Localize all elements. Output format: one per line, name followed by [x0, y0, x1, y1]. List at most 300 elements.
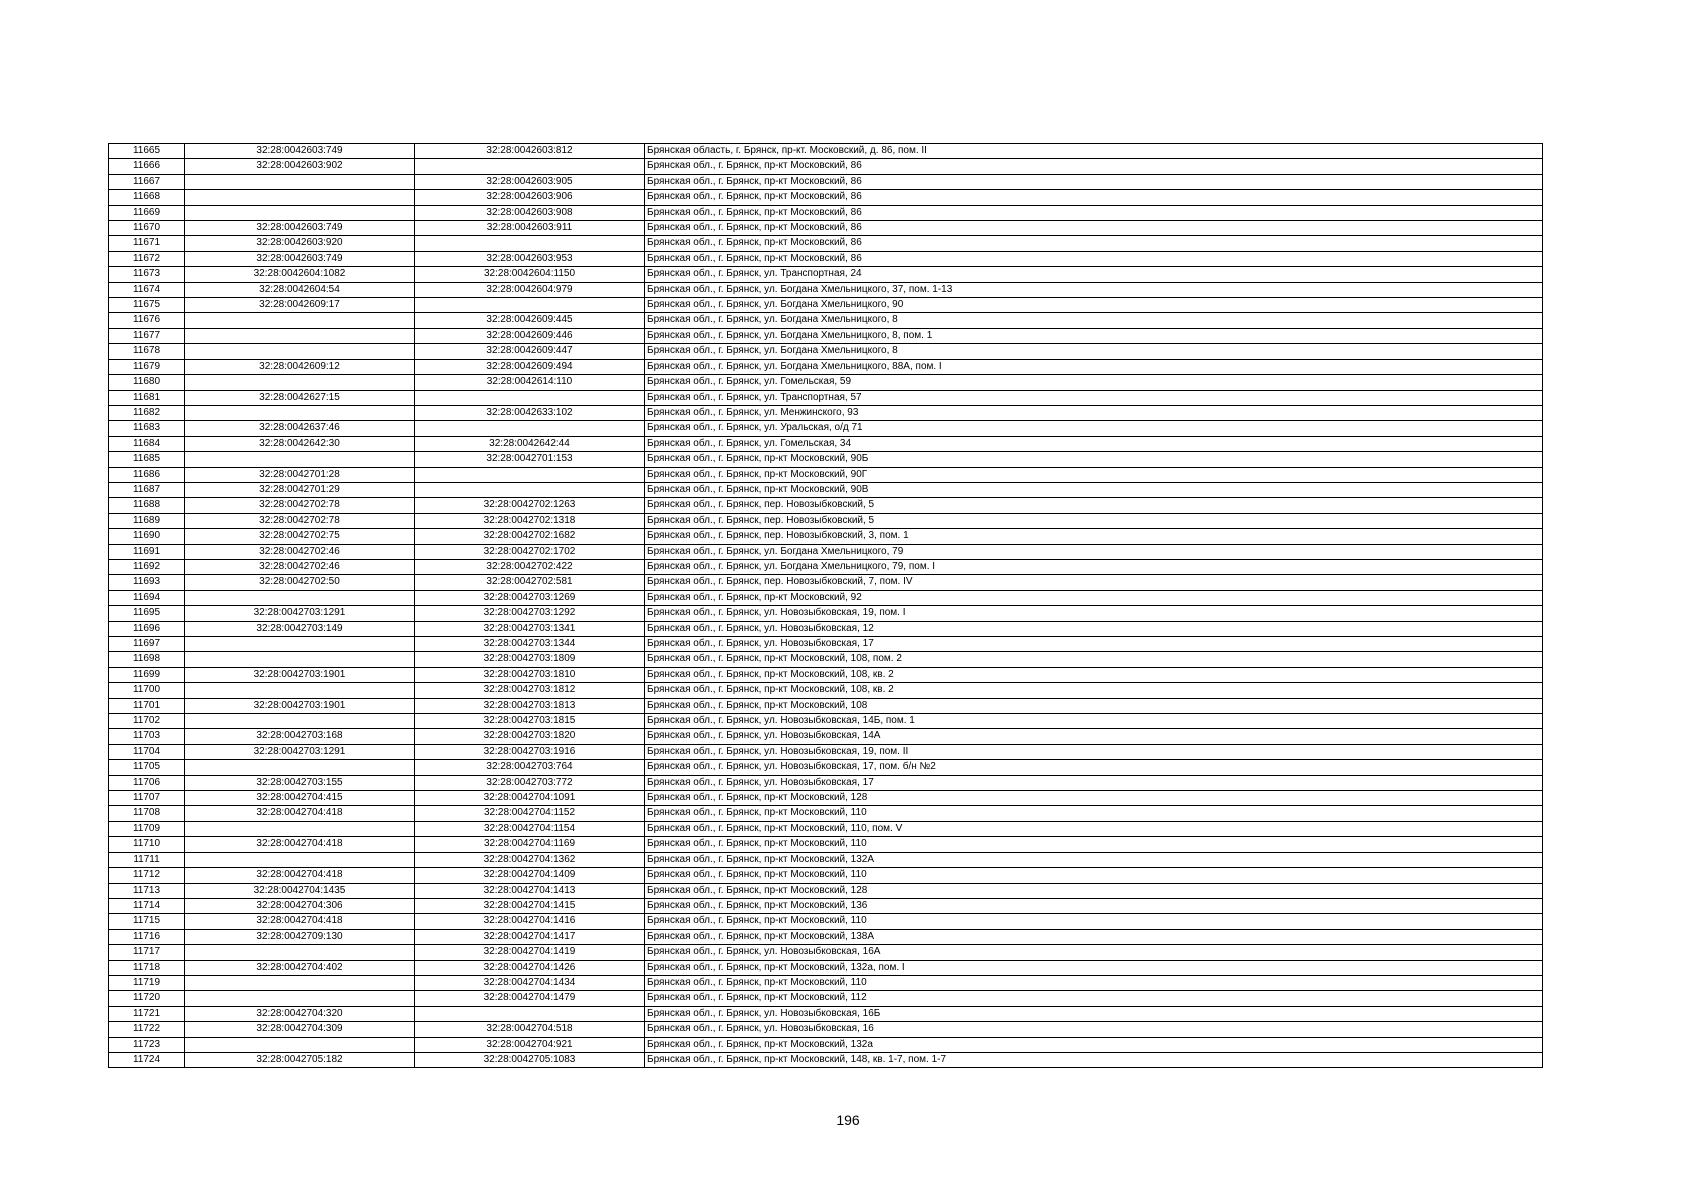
table-row: [109, 698, 1543, 713]
parent-cadastral-cell: [185, 852, 415, 867]
row-number-cell: 11693: [109, 575, 185, 590]
cadastral-number-cell: 32:28:0042703:1292: [415, 606, 645, 621]
address-cell: Брянская обл., г. Брянск, ул. Новозыбковская, 17: [645, 637, 1543, 652]
table-row: [109, 791, 1543, 806]
cadastral-number-cell: [415, 482, 645, 497]
table-row: [109, 236, 1543, 251]
row-number-cell: 11719: [109, 975, 185, 990]
parent-cadastral-cell: [185, 313, 415, 328]
address-cell: Брянская обл., г. Брянск, пр-кт Московский, 110: [645, 975, 1543, 990]
register-sheet: [108, 143, 1542, 1068]
cadastral-number-cell: 32:28:0042603:908: [415, 205, 645, 220]
parent-cadastral-cell: 32:28:0042702:78: [185, 498, 415, 513]
parent-cadastral-cell: 32:28:0042702:75: [185, 529, 415, 544]
parent-cadastral-cell: 32:28:0042701:28: [185, 467, 415, 482]
cadastral-number-cell: 32:28:0042609:494: [415, 359, 645, 374]
cadastral-number-cell: 32:28:0042703:1916: [415, 744, 645, 759]
table-row: [109, 251, 1543, 266]
row-number-cell: 11709: [109, 821, 185, 836]
row-number-cell: 11674: [109, 282, 185, 297]
cadastral-number-cell: 32:28:0042609:447: [415, 344, 645, 359]
address-cell: Брянская обл., г. Брянск, пр-кт Московский, 108, пом. 2: [645, 652, 1543, 667]
table-row: [109, 883, 1543, 898]
table-row: [109, 436, 1543, 451]
address-cell: Брянская обл., г. Брянск, пр-кт Московский, 90В: [645, 482, 1543, 497]
table-row: [109, 868, 1543, 883]
table-row: [109, 1006, 1543, 1021]
table-row: [109, 375, 1543, 390]
row-number-cell: 11671: [109, 236, 185, 251]
parent-cadastral-cell: 32:28:0042703:155: [185, 775, 415, 790]
parent-cadastral-cell: [185, 714, 415, 729]
table-row: [109, 482, 1543, 497]
cadastral-number-cell: 32:28:0042703:1820: [415, 729, 645, 744]
address-cell: Брянская обл., г. Брянск, пр-кт Московский, 90Г: [645, 467, 1543, 482]
row-number-cell: 11707: [109, 791, 185, 806]
cadastral-number-cell: 32:28:0042704:1169: [415, 837, 645, 852]
cadastral-number-cell: 32:28:0042604:1150: [415, 267, 645, 282]
row-number-cell: 11677: [109, 328, 185, 343]
table-row: [109, 852, 1543, 867]
address-cell: Брянская обл., г. Брянск, ул. Новозыбковская, 16А: [645, 945, 1543, 960]
cadastral-number-cell: 32:28:0042703:1812: [415, 683, 645, 698]
row-number-cell: 11688: [109, 498, 185, 513]
parent-cadastral-cell: [185, 637, 415, 652]
row-number-cell: 11680: [109, 375, 185, 390]
row-number-cell: 11703: [109, 729, 185, 744]
table-row: [109, 452, 1543, 467]
address-cell: Брянская обл., г. Брянск, ул. Богдана Хмельницкого, 8, пом. 1: [645, 328, 1543, 343]
row-number-cell: 11681: [109, 390, 185, 405]
parent-cadastral-cell: 32:28:0042704:320: [185, 1006, 415, 1021]
address-cell: Брянская обл., г. Брянск, пр-кт Московский, 110: [645, 914, 1543, 929]
parent-cadastral-cell: 32:28:0042704:418: [185, 806, 415, 821]
row-number-cell: 11678: [109, 344, 185, 359]
table-row: [109, 914, 1543, 929]
cadastral-number-cell: 32:28:0042614:110: [415, 375, 645, 390]
address-cell: Брянская обл., г. Брянск, пр-кт Московский, 138А: [645, 929, 1543, 944]
table-row: [109, 714, 1543, 729]
table-row: [109, 975, 1543, 990]
table-row: [109, 652, 1543, 667]
address-cell: Брянская обл., г. Брянск, пр-кт Московский, 132а: [645, 1037, 1543, 1052]
table-row: [109, 929, 1543, 944]
cadastral-number-cell: 32:28:0042603:905: [415, 174, 645, 189]
parent-cadastral-cell: [185, 975, 415, 990]
row-number-cell: 11720: [109, 991, 185, 1006]
parent-cadastral-cell: [185, 375, 415, 390]
row-number-cell: 11679: [109, 359, 185, 374]
address-cell: Брянская обл., г. Брянск, ул. Новозыбковская, 17: [645, 775, 1543, 790]
parent-cadastral-cell: [185, 760, 415, 775]
table-row: [109, 960, 1543, 975]
row-number-cell: 11701: [109, 698, 185, 713]
table-row: [109, 806, 1543, 821]
parent-cadastral-cell: 32:28:0042702:46: [185, 544, 415, 559]
address-cell: Брянская обл., г. Брянск, ул. Транспортная, 57: [645, 390, 1543, 405]
row-number-cell: 11669: [109, 205, 185, 220]
cadastral-number-cell: 32:28:0042704:1416: [415, 914, 645, 929]
address-cell: Брянская обл., г. Брянск, пр-кт Московский, 108, кв. 2: [645, 683, 1543, 698]
row-number-cell: 11694: [109, 590, 185, 605]
cadastral-number-cell: 32:28:0042704:921: [415, 1037, 645, 1052]
row-number-cell: 11723: [109, 1037, 185, 1052]
cadastral-number-cell: 32:28:0042704:1413: [415, 883, 645, 898]
row-number-cell: 11684: [109, 436, 185, 451]
row-number-cell: 11708: [109, 806, 185, 821]
cadastral-number-cell: 32:28:0042702:422: [415, 559, 645, 574]
row-number-cell: 11695: [109, 606, 185, 621]
address-cell: Брянская обл., г. Брянск, ул. Новозыбковская, 16Б: [645, 1006, 1543, 1021]
address-cell: Брянская обл., г. Брянск, пер. Новозыбковский, 7, пом. IV: [645, 575, 1543, 590]
address-cell: Брянская обл., г. Брянск, пр-кт Московский, 128: [645, 883, 1543, 898]
parent-cadastral-cell: [185, 590, 415, 605]
parent-cadastral-cell: [185, 174, 415, 189]
address-cell: Брянская обл., г. Брянск, пр-кт Московский, 86: [645, 236, 1543, 251]
cadastral-number-cell: 32:28:0042702:1682: [415, 529, 645, 544]
address-cell: Брянская обл., г. Брянск, пр-кт Московский, 86: [645, 221, 1543, 236]
parent-cadastral-cell: 32:28:0042702:50: [185, 575, 415, 590]
cadastral-number-cell: 32:28:0042703:1810: [415, 667, 645, 682]
address-cell: Брянская обл., г. Брянск, ул. Новозыбковская, 19, пом. I: [645, 606, 1543, 621]
cadastral-number-cell: 32:28:0042703:1813: [415, 698, 645, 713]
address-cell: Брянская обл., г. Брянск, ул. Богдана Хмельницкого, 90: [645, 298, 1543, 313]
table-row: [109, 190, 1543, 205]
parent-cadastral-cell: 32:28:0042705:182: [185, 1052, 415, 1067]
row-number-cell: 11686: [109, 467, 185, 482]
row-number-cell: 11721: [109, 1006, 185, 1021]
address-cell: Брянская обл., г. Брянск, ул. Транспортная, 24: [645, 267, 1543, 282]
cadastral-number-cell: 32:28:0042703:1344: [415, 637, 645, 652]
parent-cadastral-cell: 32:28:0042703:1901: [185, 667, 415, 682]
cadastral-number-cell: 32:28:0042702:581: [415, 575, 645, 590]
row-number-cell: 11724: [109, 1052, 185, 1067]
cadastral-number-cell: 32:28:0042604:979: [415, 282, 645, 297]
register-body: [109, 144, 1543, 1068]
parent-cadastral-cell: 32:28:0042702:46: [185, 559, 415, 574]
parent-cadastral-cell: [185, 652, 415, 667]
parent-cadastral-cell: [185, 683, 415, 698]
address-cell: Брянская обл., г. Брянск, пр-кт Московский, 86: [645, 190, 1543, 205]
cadastral-number-cell: [415, 1006, 645, 1021]
table-row: [109, 174, 1543, 189]
table-row: [109, 421, 1543, 436]
parent-cadastral-cell: [185, 405, 415, 420]
table-row: [109, 637, 1543, 652]
cadastral-number-cell: 32:28:0042702:1702: [415, 544, 645, 559]
parent-cadastral-cell: 32:28:0042709:130: [185, 929, 415, 944]
address-cell: Брянская обл., г. Брянск, пр-кт Московский, 132А: [645, 852, 1543, 867]
table-row: [109, 575, 1543, 590]
table-row: [109, 1052, 1543, 1067]
address-cell: Брянская обл., г. Брянск, пер. Новозыбковский, 5: [645, 498, 1543, 513]
table-row: [109, 405, 1543, 420]
address-cell: Брянская обл., г. Брянск, пр-кт Московский, 110: [645, 868, 1543, 883]
cadastral-number-cell: [415, 236, 645, 251]
address-cell: Брянская обл., г. Брянск, пр-кт Московский, 108: [645, 698, 1543, 713]
parent-cadastral-cell: 32:28:0042604:54: [185, 282, 415, 297]
row-number-cell: 11690: [109, 529, 185, 544]
parent-cadastral-cell: 32:28:0042604:1082: [185, 267, 415, 282]
address-cell: Брянская обл., г. Брянск, ул. Новозыбковская, 12: [645, 621, 1543, 636]
table-row: [109, 390, 1543, 405]
table-row: [109, 945, 1543, 960]
cadastral-number-cell: 32:28:0042704:518: [415, 1022, 645, 1037]
address-cell: Брянская обл., г. Брянск, ул. Богдана Хмельницкого, 37, пом. 1-13: [645, 282, 1543, 297]
cadastral-number-cell: 32:28:0042703:1815: [415, 714, 645, 729]
parent-cadastral-cell: 32:28:0042637:46: [185, 421, 415, 436]
parent-cadastral-cell: 32:28:0042704:418: [185, 914, 415, 929]
row-number-cell: 11700: [109, 683, 185, 698]
address-cell: Брянская обл., г. Брянск, пер. Новозыбковский, 3, пом. 1: [645, 529, 1543, 544]
table-row: [109, 760, 1543, 775]
cadastral-number-cell: [415, 298, 645, 313]
parent-cadastral-cell: [185, 328, 415, 343]
row-number-cell: 11672: [109, 251, 185, 266]
parent-cadastral-cell: 32:28:0042603:920: [185, 236, 415, 251]
table-row: [109, 621, 1543, 636]
cadastral-number-cell: 32:28:0042603:911: [415, 221, 645, 236]
cadastral-number-cell: 32:28:0042704:1362: [415, 852, 645, 867]
address-cell: Брянская обл., г. Брянск, пер. Новозыбковский, 5: [645, 513, 1543, 528]
row-number-cell: 11717: [109, 945, 185, 960]
cadastral-number-cell: [415, 159, 645, 174]
table-row: [109, 744, 1543, 759]
table-row: [109, 991, 1543, 1006]
parent-cadastral-cell: [185, 344, 415, 359]
row-number-cell: 11710: [109, 837, 185, 852]
cadastral-number-cell: 32:28:0042703:1269: [415, 590, 645, 605]
row-number-cell: 11697: [109, 637, 185, 652]
parent-cadastral-cell: 32:28:0042704:418: [185, 868, 415, 883]
table-row: [109, 606, 1543, 621]
table-row: [109, 267, 1543, 282]
address-cell: Брянская обл., г. Брянск, ул. Гомельская, 59: [645, 375, 1543, 390]
row-number-cell: 11676: [109, 313, 185, 328]
parent-cadastral-cell: 32:28:0042704:418: [185, 837, 415, 852]
address-cell: Брянская обл., г. Брянск, пр-кт Московский, 148, кв. 1-7, пом. 1-7: [645, 1052, 1543, 1067]
row-number-cell: 11683: [109, 421, 185, 436]
address-cell: Брянская обл., г. Брянск, пр-кт Московский, 92: [645, 590, 1543, 605]
row-number-cell: 11689: [109, 513, 185, 528]
parent-cadastral-cell: 32:28:0042704:309: [185, 1022, 415, 1037]
row-number-cell: 11665: [109, 144, 185, 159]
parent-cadastral-cell: 32:28:0042704:306: [185, 898, 415, 913]
row-number-cell: 11675: [109, 298, 185, 313]
table-row: [109, 898, 1543, 913]
cadastral-number-cell: [415, 421, 645, 436]
parent-cadastral-cell: 32:28:0042704:415: [185, 791, 415, 806]
cadastral-number-cell: 32:28:0042705:1083: [415, 1052, 645, 1067]
address-cell: Брянская обл., г. Брянск, ул. Новозыбковская, 14Б, пом. 1: [645, 714, 1543, 729]
parent-cadastral-cell: 32:28:0042703:1901: [185, 698, 415, 713]
table-row: [109, 328, 1543, 343]
cadastral-number-cell: 32:28:0042704:1434: [415, 975, 645, 990]
address-cell: Брянская обл., г. Брянск, ул. Гомельская, 34: [645, 436, 1543, 451]
table-row: [109, 529, 1543, 544]
parent-cadastral-cell: 32:28:0042603:749: [185, 221, 415, 236]
row-number-cell: 11699: [109, 667, 185, 682]
row-number-cell: 11692: [109, 559, 185, 574]
row-number-cell: 11682: [109, 405, 185, 420]
address-cell: Брянская обл., г. Брянск, пр-кт Московский, 86: [645, 205, 1543, 220]
parent-cadastral-cell: [185, 1037, 415, 1052]
cadastral-number-cell: 32:28:0042704:1152: [415, 806, 645, 821]
parent-cadastral-cell: 32:28:0042704:402: [185, 960, 415, 975]
row-number-cell: 11706: [109, 775, 185, 790]
row-number-cell: 11711: [109, 852, 185, 867]
address-cell: Брянская обл., г. Брянск, пр-кт Московский, 86: [645, 251, 1543, 266]
cadastral-number-cell: 32:28:0042703:772: [415, 775, 645, 790]
cadastral-number-cell: 32:28:0042603:906: [415, 190, 645, 205]
table-row: [109, 205, 1543, 220]
row-number-cell: 11673: [109, 267, 185, 282]
cadastral-number-cell: 32:28:0042704:1091: [415, 791, 645, 806]
parent-cadastral-cell: 32:28:0042603:749: [185, 251, 415, 266]
cadastral-number-cell: 32:28:0042703:764: [415, 760, 645, 775]
table-row: [109, 498, 1543, 513]
parent-cadastral-cell: [185, 452, 415, 467]
cadastral-number-cell: 32:28:0042701:153: [415, 452, 645, 467]
address-cell: Брянская обл., г. Брянск, ул. Богдана Хмельницкого, 8: [645, 313, 1543, 328]
table-row: [109, 559, 1543, 574]
parent-cadastral-cell: 32:28:0042703:1291: [185, 744, 415, 759]
parent-cadastral-cell: 32:28:0042703:1291: [185, 606, 415, 621]
address-cell: Брянская обл., г. Брянск, ул. Новозыбковская, 19, пом. II: [645, 744, 1543, 759]
address-cell: Брянская обл., г. Брянск, ул. Богдана Хмельницкого, 79: [645, 544, 1543, 559]
address-cell: Брянская обл., г. Брянск, пр-кт Московский, 110: [645, 837, 1543, 852]
address-cell: Брянская обл., г. Брянск, ул. Уральская, о/д 71: [645, 421, 1543, 436]
cadastral-number-cell: 32:28:0042703:1809: [415, 652, 645, 667]
address-cell: Брянская обл., г. Брянск, ул. Новозыбковская, 16: [645, 1022, 1543, 1037]
table-row: [109, 590, 1543, 605]
table-row: [109, 159, 1543, 174]
parent-cadastral-cell: [185, 821, 415, 836]
row-number-cell: 11716: [109, 929, 185, 944]
table-row: [109, 298, 1543, 313]
parent-cadastral-cell: 32:28:0042702:78: [185, 513, 415, 528]
row-number-cell: 11696: [109, 621, 185, 636]
table-row: [109, 359, 1543, 374]
address-cell: Брянская обл., г. Брянск, ул. Богдана Хмельницкого, 88А, пом. I: [645, 359, 1543, 374]
row-number-cell: 11666: [109, 159, 185, 174]
address-cell: Брянская обл., г. Брянск, ул. Новозыбковская, 17, пом. б/н №2: [645, 760, 1543, 775]
row-number-cell: 11715: [109, 914, 185, 929]
parent-cadastral-cell: [185, 991, 415, 1006]
row-number-cell: 11668: [109, 190, 185, 205]
address-cell: Брянская область, г. Брянск, пр-кт. Московский, д. 86, пом. II: [645, 144, 1543, 159]
cadastral-number-cell: 32:28:0042609:445: [415, 313, 645, 328]
address-cell: Брянская обл., г. Брянск, пр-кт Московский, 132а, пом. I: [645, 960, 1543, 975]
cadastral-number-cell: [415, 467, 645, 482]
table-row: [109, 544, 1543, 559]
address-cell: Брянская обл., г. Брянск, пр-кт Московский, 110, пом. V: [645, 821, 1543, 836]
cadastral-number-cell: 32:28:0042704:1426: [415, 960, 645, 975]
address-cell: Брянская обл., г. Брянск, ул. Богдана Хмельницкого, 79, пом. I: [645, 559, 1543, 574]
address-cell: Брянская обл., г. Брянск, ул. Новозыбковская, 14А: [645, 729, 1543, 744]
table-row: [109, 282, 1543, 297]
parent-cadastral-cell: 32:28:0042703:149: [185, 621, 415, 636]
table-row: [109, 344, 1543, 359]
address-cell: Брянская обл., г. Брянск, пр-кт Московский, 110: [645, 806, 1543, 821]
row-number-cell: 11712: [109, 868, 185, 883]
cadastral-number-cell: 32:28:0042603:812: [415, 144, 645, 159]
cadastral-number-cell: 32:28:0042609:446: [415, 328, 645, 343]
table-row: [109, 313, 1543, 328]
address-cell: Брянская обл., г. Брянск, пр-кт Московский, 86: [645, 159, 1543, 174]
row-number-cell: 11704: [109, 744, 185, 759]
table-row: [109, 513, 1543, 528]
row-number-cell: 11687: [109, 482, 185, 497]
parent-cadastral-cell: [185, 205, 415, 220]
table-row: [109, 467, 1543, 482]
parent-cadastral-cell: 32:28:0042609:17: [185, 298, 415, 313]
parent-cadastral-cell: 32:28:0042609:12: [185, 359, 415, 374]
table-row: [109, 729, 1543, 744]
table-row: [109, 667, 1543, 682]
cadastral-number-cell: 32:28:0042704:1415: [415, 898, 645, 913]
address-cell: Брянская обл., г. Брянск, ул. Менжинского, 93: [645, 405, 1543, 420]
cadastral-number-cell: 32:28:0042642:44: [415, 436, 645, 451]
cadastral-number-cell: 32:28:0042633:102: [415, 405, 645, 420]
table-row: [109, 683, 1543, 698]
row-number-cell: 11713: [109, 883, 185, 898]
row-number-cell: 11667: [109, 174, 185, 189]
row-number-cell: 11702: [109, 714, 185, 729]
page-number: 196: [836, 1112, 860, 1128]
cadastral-number-cell: 32:28:0042702:1263: [415, 498, 645, 513]
table-row: [109, 221, 1543, 236]
row-number-cell: 11722: [109, 1022, 185, 1037]
row-number-cell: 11718: [109, 960, 185, 975]
cadastral-number-cell: 32:28:0042702:1318: [415, 513, 645, 528]
address-cell: Брянская обл., г. Брянск, пр-кт Московский, 112: [645, 991, 1543, 1006]
cadastral-number-cell: 32:28:0042704:1154: [415, 821, 645, 836]
parent-cadastral-cell: 32:28:0042627:15: [185, 390, 415, 405]
row-number-cell: 11714: [109, 898, 185, 913]
row-number-cell: 11685: [109, 452, 185, 467]
address-cell: Брянская обл., г. Брянск, пр-кт Московский, 108, кв. 2: [645, 667, 1543, 682]
parent-cadastral-cell: [185, 190, 415, 205]
cadastral-number-cell: 32:28:0042704:1479: [415, 991, 645, 1006]
parent-cadastral-cell: 32:28:0042703:168: [185, 729, 415, 744]
parent-cadastral-cell: 32:28:0042603:749: [185, 144, 415, 159]
parent-cadastral-cell: [185, 945, 415, 960]
row-number-cell: 11698: [109, 652, 185, 667]
parent-cadastral-cell: 32:28:0042704:1435: [185, 883, 415, 898]
parent-cadastral-cell: 32:28:0042603:902: [185, 159, 415, 174]
table-row: [109, 837, 1543, 852]
table-row: [109, 144, 1543, 159]
address-cell: Брянская обл., г. Брянск, пр-кт Московский, 90Б: [645, 452, 1543, 467]
cadastral-number-cell: 32:28:0042704:1409: [415, 868, 645, 883]
cadastral-number-cell: 32:28:0042704:1419: [415, 945, 645, 960]
cadastral-number-cell: 32:28:0042603:953: [415, 251, 645, 266]
address-cell: Брянская обл., г. Брянск, пр-кт Московский, 128: [645, 791, 1543, 806]
parent-cadastral-cell: 32:28:0042701:29: [185, 482, 415, 497]
row-number-cell: 11705: [109, 760, 185, 775]
row-number-cell: 11691: [109, 544, 185, 559]
table-row: [109, 775, 1543, 790]
cadastral-number-cell: 32:28:0042703:1341: [415, 621, 645, 636]
table-row: [109, 1022, 1543, 1037]
address-cell: Брянская обл., г. Брянск, пр-кт Московский, 136: [645, 898, 1543, 913]
row-number-cell: 11670: [109, 221, 185, 236]
address-cell: Брянская обл., г. Брянск, ул. Богдана Хмельницкого, 8: [645, 344, 1543, 359]
register-table: [108, 143, 1543, 1068]
cadastral-number-cell: [415, 390, 645, 405]
address-cell: Брянская обл., г. Брянск, пр-кт Московский, 86: [645, 174, 1543, 189]
